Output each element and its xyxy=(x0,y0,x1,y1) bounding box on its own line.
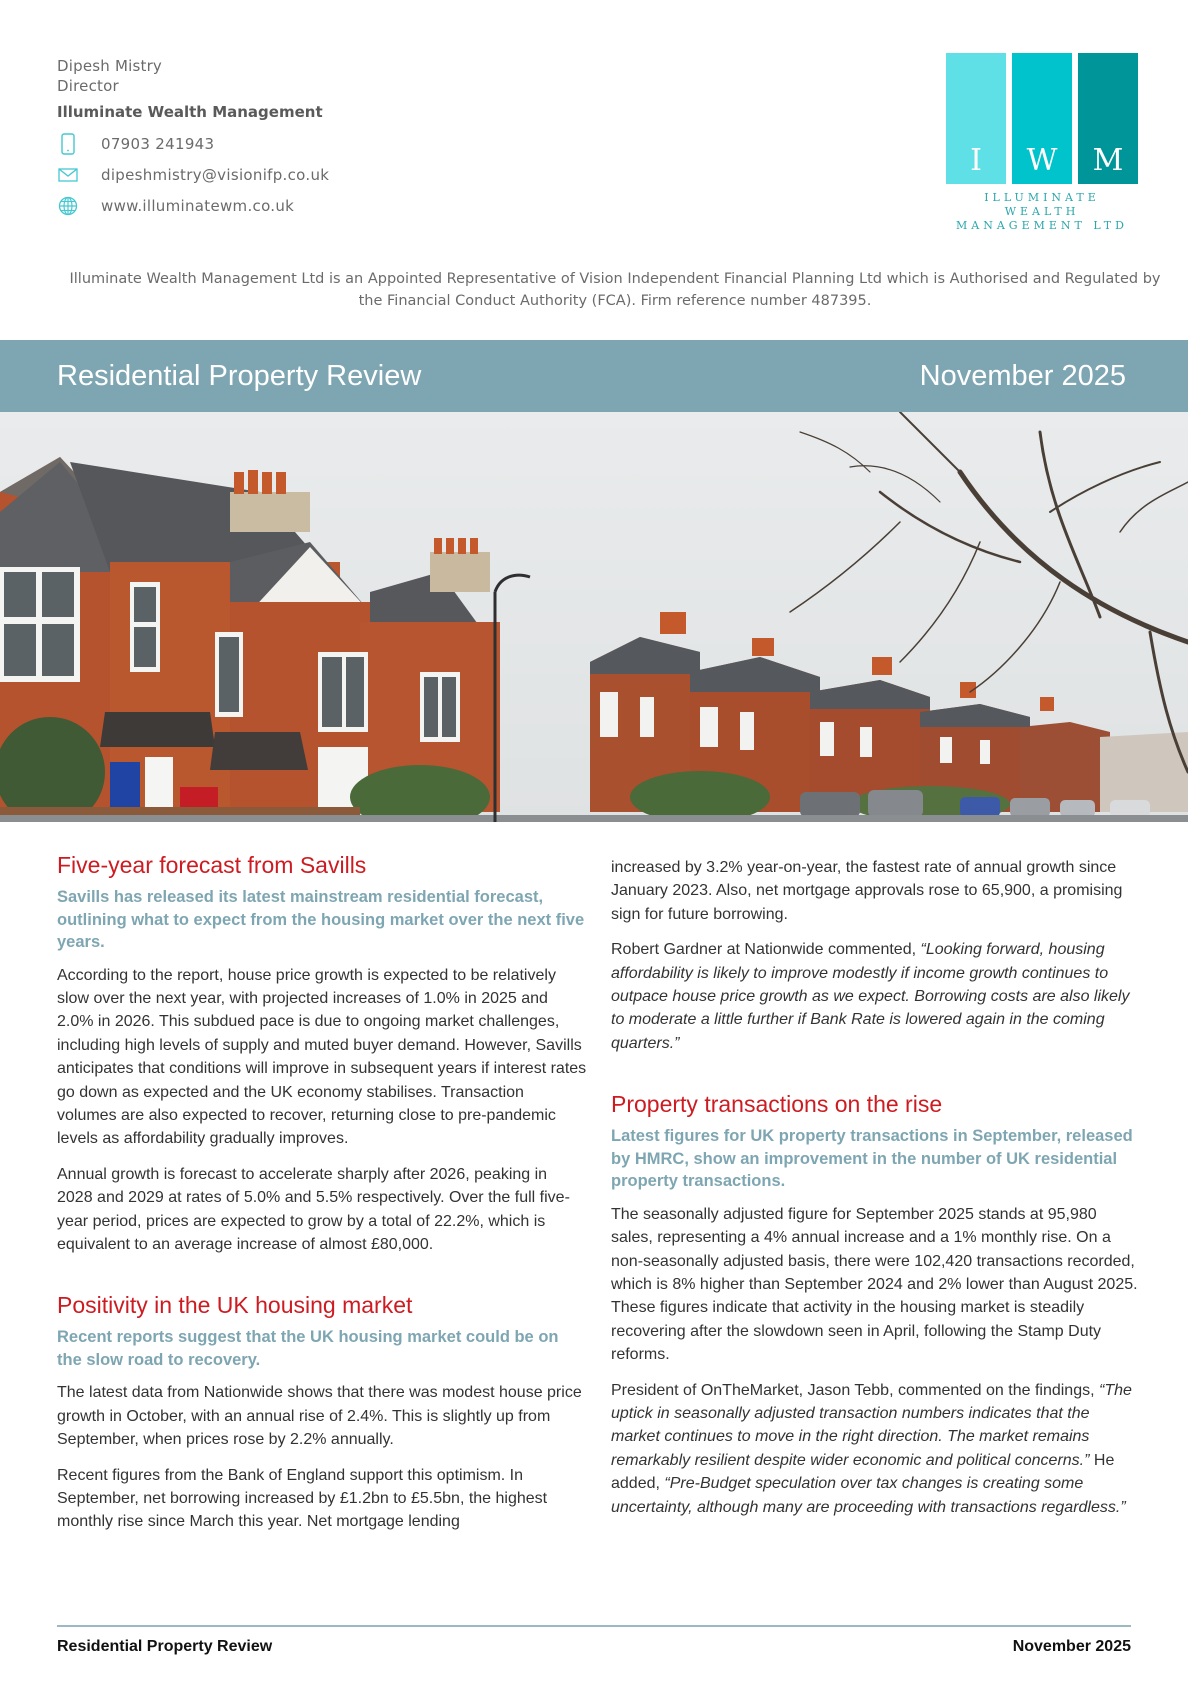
logo-tagline-line2: MANAGEMENT LTD xyxy=(956,219,1128,232)
article-column-right xyxy=(611,856,1141,1519)
contact-website-row xyxy=(57,190,329,221)
quote-attribution: Robert Gardner at Nationwide commented, xyxy=(611,941,921,959)
article-quote-paragraph xyxy=(611,938,1141,1055)
contact-company: Illuminate Wealth Management xyxy=(57,103,323,121)
article-paragraph: The seasonally adjusted figure for September 2025 stands at 95,980 sales, representing a 4% annual increase and a 1% monthly rise. On a non-seasonally adjusted basis, there were 102,420 transactions recorded, which is 8% higher than September 2024 and 2% lower than August 2025. These figures indicate that activity in the housing market is steadily recovering after the slowdown seen in April, following the Stamp Duty reforms. xyxy=(611,1205,1138,1364)
article-lead: Savills has released its latest mainstream residential forecast, outlining what to expect from the housing market over the next five years. xyxy=(57,888,585,951)
banner-title: Residential Property Review xyxy=(57,359,422,392)
footer-title: Residential Property Review xyxy=(57,1638,273,1655)
article-heading: Positivity in the UK housing market xyxy=(57,1292,413,1319)
article-column-left xyxy=(57,850,587,1534)
regulatory-disclaimer: Illuminate Wealth Management Ltd is an Appointed Representative of Vision Independent Financial Planning Ltd which is Authorised and Regulated by the Financial Conduct Authority (FCA). Firm reference number 487395. xyxy=(69,271,1161,309)
quote-text: “Looking forward, housing affordability is likely to improve modestly if income growth continues to outpace house price growth as we expect. Borrowing costs are also likely to moderate a little further if Bank Rate is lowered again in the coming quarters.” xyxy=(611,941,1130,1052)
article-paragraph: Recent figures from the Bank of England support this optimism. In September, net borrowing increased by £1.2bn to £5.5bn, the highest monthly rise since March this year. Net mortgage lending xyxy=(57,1466,548,1531)
contact-email-row xyxy=(57,159,329,190)
footer-divider xyxy=(57,1625,1131,1627)
contact-email[interactable]: dipeshmistry@visionifp.co.uk xyxy=(101,165,330,184)
quote-connector: He added, xyxy=(611,1451,1115,1493)
logo-tagline-line1: ILLUMINATE WEALTH xyxy=(984,191,1100,218)
logo-letter-m: M xyxy=(1078,53,1138,184)
article-paragraph: According to the report, house price growth is expected to be relatively slow over the next year, with projected increases of 1.0% in 2025 and 2.0% in 2026. This subdued pace is due to ongoing market challenges, including high levels of supply and muted buyer demand. However, Savills anticipates that conditions will improve in subsequent years if interest rates go down as expected and the UK economy stabilises. Transaction volumes are also expected to recover, returning close to pre-pandemic levels as affordability gradually improves. xyxy=(57,966,587,1148)
article-housing-positivity xyxy=(57,1290,587,1533)
banner-date: November 2025 xyxy=(919,359,1126,392)
company-logo xyxy=(946,53,1138,233)
article-paragraph: Annual growth is forecast to accelerate sharply after 2026, peaking in 2028 and 2029 at rates of 5.0% and 5.5% respectively. Over the full five-year period, prices are expected to grow by a total of 22.2%, which is equivalent to an average increase of almost £80,000. xyxy=(57,1165,570,1253)
envelope-icon xyxy=(57,164,79,186)
contact-phone[interactable]: 07903 241943 xyxy=(101,134,215,153)
footer-date: November 2025 xyxy=(1012,1638,1131,1655)
article-heading: Five-year forecast from Savills xyxy=(57,852,367,878)
contact-website[interactable]: www.illuminatewm.co.uk xyxy=(101,196,295,215)
mobile-phone-icon xyxy=(57,133,79,155)
contact-role: Director xyxy=(57,77,119,95)
article-paragraph-continued: increased by 3.2% year-on-year, the fastest rate of annual growth since January 2023. Also, net mortgage approvals rose to 65,900, a promising sign for future borrowing. xyxy=(611,859,1123,923)
article-quote-paragraph xyxy=(611,1379,1141,1519)
globe-icon xyxy=(57,195,79,217)
title-banner xyxy=(0,340,1188,412)
hero-image-terraced-houses xyxy=(0,412,1188,822)
article-lead: Latest figures for UK property transactions in September, released by HMRC, show an improvement in the number of UK residential property transactions. xyxy=(611,1127,1133,1191)
quote-attribution: President of OnTheMarket, Jason Tebb, commented on the findings, xyxy=(611,1381,1099,1399)
article-paragraph: The latest data from Nationwide shows that there was modest house price growth in October, with an annual rise of 2.4%. This is slightly up from September, when prices rose by 2.2% annually. xyxy=(57,1384,582,1449)
contact-phone-row xyxy=(57,128,329,159)
article-property-transactions xyxy=(611,1089,1141,1519)
article-heading: Property transactions on the rise xyxy=(611,1091,943,1118)
article-savills-forecast xyxy=(57,850,587,1256)
page-footer xyxy=(57,1638,1131,1656)
article-lead: Recent reports suggest that the UK housing market could be on the slow road to recovery. xyxy=(57,1328,559,1369)
contact-block xyxy=(57,56,329,221)
quote-text: “The uptick in seasonally adjusted transaction numbers indicates that the market continues to move in the right direction. The market remains remarkably resilient despite wider economic and political concerns.” xyxy=(611,1381,1132,1469)
logo-letter-w: W xyxy=(1012,53,1072,184)
contact-name: Dipesh Mistry xyxy=(57,57,163,75)
quote-text-2: “Pre-Budget speculation over tax changes is creating some uncertainty, although many are proceeding with transactions regardless.” xyxy=(611,1475,1126,1516)
logo-letter-i: I xyxy=(946,53,1006,184)
